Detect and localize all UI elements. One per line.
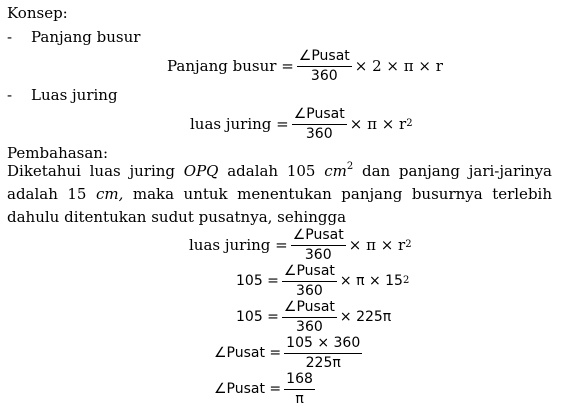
fraction (284, 371, 315, 408)
formula-lhs: luas juring = (190, 115, 289, 133)
fraction (282, 263, 337, 300)
step-lhs: ∠Pusat = (214, 345, 282, 361)
fraction-numerator: ∠Pusat (291, 227, 346, 246)
formula-luas-juring: luas juring = $\frac{\text{∠Pusat}}{360}$ × π × r 2 (190, 105, 413, 142)
bullet-dash: - (7, 28, 13, 46)
para-text: Diketahui luas juring (7, 162, 184, 180)
para-unit: cm (324, 162, 347, 180)
fraction-denominator: 360 (296, 282, 323, 299)
para-var: OPQ (183, 162, 219, 180)
formula-panjang-busur (167, 46, 443, 86)
formula-rest: × π × r (349, 115, 407, 133)
calc-step-4 (214, 333, 365, 373)
para-unit: cm, (95, 185, 124, 203)
fraction-numerator: ∠Pusat (282, 299, 337, 318)
para-text: maka untuk menentukan panjang busurnya terlebih dahulu ditentukan sudut pusatnya, sehingga (7, 185, 552, 226)
fraction (284, 335, 362, 372)
bullet-item-luas-juring (7, 85, 118, 105)
para-text: adalah 105 (218, 162, 325, 180)
fraction (292, 106, 347, 143)
fraction-denominator: 360 (305, 125, 333, 142)
konsep-heading: Konsep: (7, 4, 68, 22)
bullet-dash: - (7, 86, 13, 104)
fraction-numerator: ∠Pusat (297, 48, 352, 67)
step-lhs: luas juring = (189, 236, 288, 254)
pembahasan-paragraph (7, 160, 552, 229)
pembahasan-heading: Pembahasan: (7, 144, 109, 162)
step-rest: × π × r (348, 236, 406, 254)
fraction-denominator: 360 (304, 246, 332, 263)
calc-step-2: 105 = $\frac{\text{∠Pusat}}{360}$ × π × 15 2 (236, 262, 410, 299)
formula-lhs: Panjang busur = (167, 57, 294, 75)
formula-rest: × 2 × π × r (354, 57, 443, 75)
fraction-numerator: ∠Pusat (282, 263, 337, 282)
fraction-denominator: 360 (296, 318, 323, 335)
step-rest: × 225π (339, 309, 392, 325)
calc-step-3 (236, 297, 391, 337)
step-lhs: 105 = (236, 273, 279, 289)
fraction (291, 227, 346, 264)
para-text: dan panjang jari-jarinya adalah 15 (7, 162, 552, 203)
step-rest: × π × 15 (339, 273, 403, 289)
para-unit-exponent: 2 (346, 161, 354, 172)
calc-step-5 (214, 369, 318, 409)
fraction-numerator: 105 × 360 (284, 335, 362, 354)
bullet-item-panjang-busur (7, 27, 140, 47)
fraction (297, 48, 352, 85)
calc-step-1: luas juring = $\frac{\text{∠Pusat}}{360}$ × π × r 2 (189, 226, 412, 263)
step-lhs: ∠Pusat = (214, 381, 282, 397)
fraction-numerator: ∠Pusat (292, 106, 347, 125)
fraction-numerator: 168 (284, 371, 315, 390)
fraction-denominator: 360 (310, 67, 338, 84)
item-label: Panjang busur (31, 28, 141, 46)
fraction-denominator: 225π (305, 354, 341, 371)
step-lhs: 105 = (236, 309, 279, 325)
item-label: Luas juring (31, 86, 118, 104)
fraction (282, 299, 337, 336)
fraction-denominator: π (295, 390, 304, 407)
